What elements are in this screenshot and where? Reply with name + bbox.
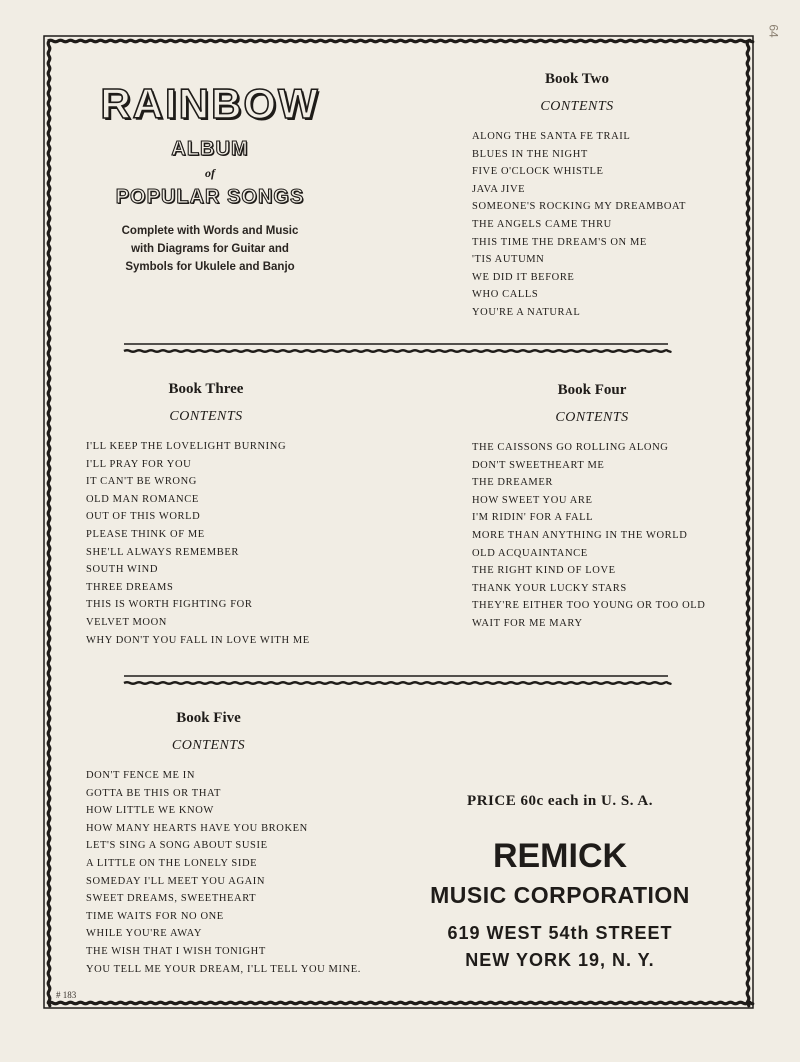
catalog-number: # 183 [56, 990, 77, 1000]
song-item: A LITTLE ON THE LONELY SIDE [86, 857, 258, 869]
book-title: Book Four [557, 382, 627, 398]
song-item: LET'S SING A SONG ABOUT SUSIE [86, 840, 268, 852]
book-two-section [472, 70, 687, 322]
song-item: THE WISH THAT I WISH TONIGHT [86, 945, 266, 957]
song-item: WHY DON'T YOU FALL IN LOVE WITH ME [86, 634, 310, 646]
album-label: ALBUM [171, 138, 249, 160]
song-item: DON'T FENCE ME IN [86, 770, 196, 781]
album-of: of [205, 166, 215, 180]
song-item: WHO CALLS [472, 289, 539, 301]
album-logo [80, 80, 340, 276]
song-item: HOW MANY HEARTS HAVE YOU BROKEN [86, 822, 308, 834]
song-item: WAIT FOR ME MARY [472, 617, 583, 629]
song-item: PLEASE THINK OF ME [86, 528, 205, 540]
publisher-address-city: NEW YORK 19, N. Y. [465, 950, 655, 970]
song-item: IT CAN'T BE WRONG [86, 476, 197, 488]
publisher-name: REMICK [492, 837, 628, 875]
song-item: WE DID IT BEFORE [472, 271, 575, 283]
song-item: HOW LITTLE WE KNOW [86, 805, 214, 817]
book-title: Book Five [176, 710, 241, 726]
song-item: GOTTA BE THIS OR THAT [86, 787, 222, 799]
song-item: BLUES IN THE NIGHT [472, 148, 588, 160]
song-list [86, 767, 361, 978]
song-item: MORE THAN ANYTHING IN THE WORLD [472, 529, 688, 541]
song-item: THANK YOUR LUCKY STARS [472, 582, 627, 594]
song-item: YOU TELL ME YOUR DREAM, I'LL TELL YOU MINE. [86, 963, 361, 975]
song-item: SOMEDAY I'LL MEET YOU AGAIN [86, 875, 266, 887]
song-item: TIME WAITS FOR NO ONE [86, 910, 224, 922]
song-item: OLD MAN ROMANCE [86, 493, 199, 505]
publisher-corporation: MUSIC CORPORATION [430, 882, 690, 908]
book-title: Book Three [168, 381, 244, 397]
song-item: ALONG THE SANTA FE TRAIL [472, 131, 631, 142]
song-item: DON'T SWEETHEART ME [472, 459, 605, 471]
price-line: PRICE 60c each in U. S. A. [467, 793, 653, 809]
description-line: with Diagrams for Guitar and [131, 243, 289, 255]
song-item: WHILE YOU'RE AWAY [86, 928, 203, 940]
song-item: OLD ACQUAINTANCE [472, 547, 588, 559]
song-item: 'TIS AUTUMN [472, 254, 545, 266]
song-item: THE ANGELS CAME THRU [472, 218, 612, 230]
song-item: SHE'LL ALWAYS REMEMBER [86, 546, 239, 558]
song-item: SOUTH WIND [86, 564, 159, 576]
song-list [86, 438, 326, 649]
song-item: THE RIGHT KIND OF LOVE [472, 565, 616, 577]
song-item: THIS IS WORTH FIGHTING FOR [86, 599, 253, 611]
song-list [472, 128, 687, 322]
publisher-address-street: 619 WEST 54th STREET [447, 923, 673, 943]
song-item: HOW SWEET YOU ARE [472, 494, 593, 506]
song-item: I'LL KEEP THE LOVELIGHT BURNING [86, 441, 287, 452]
song-item: YOU'RE A NATURAL [472, 306, 581, 318]
description-line: Complete with Words and Music [121, 225, 299, 237]
song-item: SOMEONE'S ROCKING MY DREAMBOAT [472, 201, 687, 213]
book-four-section [472, 381, 712, 633]
song-item: FIVE O'CLOCK WHISTLE [472, 166, 604, 178]
song-item: THEY'RE EITHER TOO YOUNG OR TOO OLD [472, 600, 706, 612]
song-item: I'M RIDIN' FOR A FALL [472, 512, 594, 524]
corner-page-note: 64 [766, 24, 781, 38]
divider-upper [124, 344, 671, 352]
song-item: SWEET DREAMS, SWEETHEART [86, 893, 257, 905]
book-five-section [86, 709, 361, 978]
song-item: THREE DREAMS [86, 581, 174, 593]
song-item: I'LL PRAY FOR YOU [86, 458, 192, 470]
song-list [472, 439, 712, 633]
album-description [80, 222, 340, 276]
divider-lower [124, 676, 671, 684]
contents-label: CONTENTS [540, 99, 614, 114]
contents-label: CONTENTS [171, 738, 246, 753]
description-line: Symbols for Ukulele and Banjo [125, 261, 295, 273]
song-item: VELVET MOON [86, 616, 167, 628]
song-item: THE DREAMER [472, 477, 553, 489]
contents-label: CONTENTS [555, 410, 629, 425]
album-subtitle: POPULAR SONGS [115, 186, 305, 208]
album-title: RAINBOW [100, 80, 320, 127]
song-item: THE CAISSONS GO ROLLING ALONG [472, 442, 669, 453]
contents-label: CONTENTS [169, 409, 243, 424]
song-item: JAVA JIVE [472, 183, 526, 195]
book-three-section [86, 380, 326, 649]
song-item: OUT OF THIS WORLD [86, 511, 201, 523]
song-item: THIS TIME THE DREAM'S ON ME [472, 236, 647, 248]
book-title: Book Two [544, 71, 610, 87]
